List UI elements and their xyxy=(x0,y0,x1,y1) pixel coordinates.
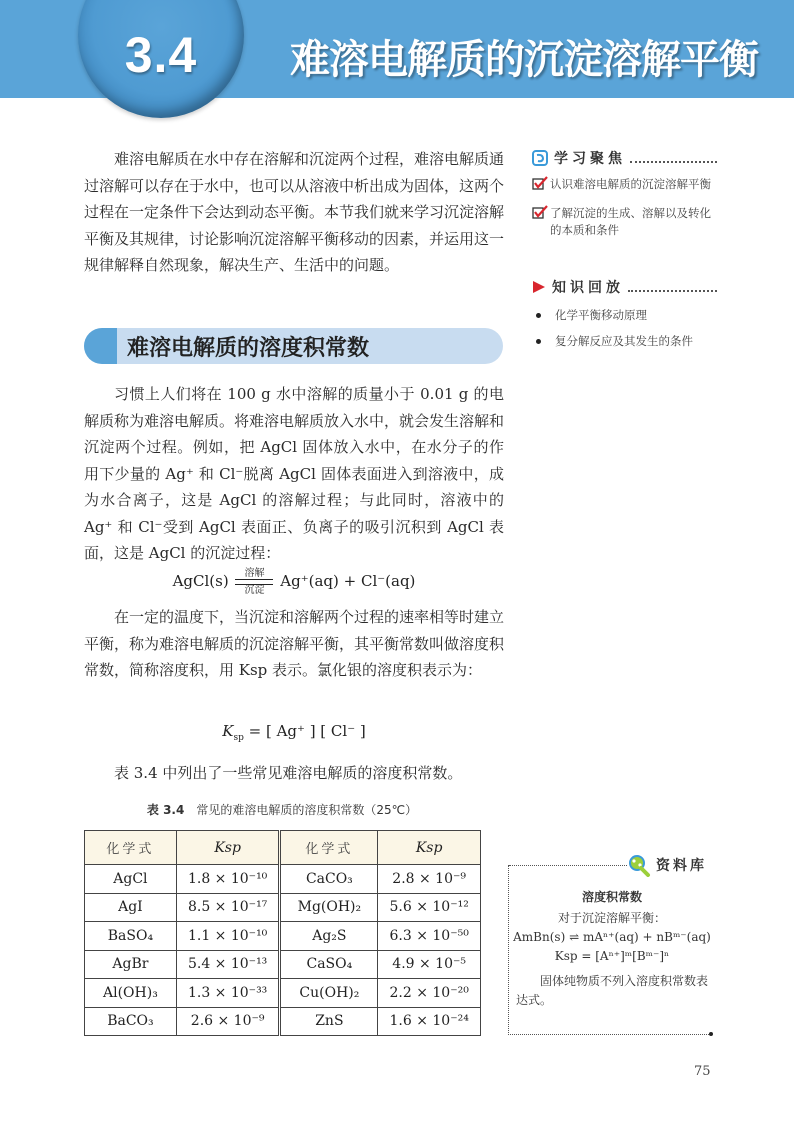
table-cell: 1.8 × 10⁻¹⁰ xyxy=(176,865,280,894)
table-header-row xyxy=(85,831,481,865)
page-number: 75 xyxy=(694,1064,711,1079)
resource-equation: AmBn(s) ⇌ mAⁿ⁺(aq) + nBᵐ⁻(aq) xyxy=(513,930,711,944)
focus-item xyxy=(532,176,717,195)
section-heading-accent-bar xyxy=(84,328,117,364)
table-row xyxy=(85,1007,481,1036)
arrow-top-label: 溶解 xyxy=(244,568,265,579)
focus-item-text: 认识难溶电解质的沉淀溶解平衡 xyxy=(550,177,711,191)
dotted-leader xyxy=(628,283,717,292)
section-heading-label: 难溶电解质的溶度积常数 xyxy=(127,336,370,361)
sidebar xyxy=(532,148,717,349)
learning-focus-title: 学习聚焦 xyxy=(554,151,626,167)
table-cell: Al(OH)₃ xyxy=(85,979,177,1008)
table-cell: BaSO₄ xyxy=(85,922,177,951)
table-cell: 8.5 × 10⁻¹⁷ xyxy=(176,893,280,922)
body-paragraph-1: 习惯上人们将在 100 g 水中溶解的质量小于 0.01 g 的电解质称为难溶电解质。将难溶电解质放入水中，就会发生溶解和沉淀两个过程。例如，把 AgCl 固体放入水中，在水分子的作用下少量的 Ag⁺ 和 Cl⁻脱离 AgCl 固体表面进入到溶液中，成为水合离子，这是 AgCl 的溶解过程；与此同时，溶液中的 Ag⁺ 和 Cl⁻受到 AgCl 表面正、负离子的吸引沉积到 AgCl 表面，这是 AgCl 的沉淀过程： xyxy=(84,385,505,562)
table-row xyxy=(85,979,481,1008)
table-cell: 6.3 × 10⁻⁵⁰ xyxy=(378,922,481,951)
resource-note: 固体纯物质不列入溶度积常数表达式。 xyxy=(516,974,709,1007)
spiral-icon xyxy=(532,150,548,166)
table-row xyxy=(85,950,481,979)
review-item xyxy=(532,333,717,349)
table-header: 化学式 xyxy=(85,831,177,865)
chapter-number: 3.4 xyxy=(124,27,198,83)
table-row xyxy=(85,922,481,951)
knowledge-review-title: 知识回放 xyxy=(552,280,624,296)
ksp-rest: = [ Ag⁺ ] [ Cl⁻ ] xyxy=(243,722,366,740)
table-row xyxy=(85,893,481,922)
ksp-table xyxy=(84,830,481,1036)
ksp-sub: sp xyxy=(233,733,244,743)
resource-box-title-text: 资料库 xyxy=(656,858,707,874)
table-cell: ZnS xyxy=(280,1007,378,1036)
knowledge-review-heading xyxy=(532,277,717,297)
table-cell: AgBr xyxy=(85,950,177,979)
focus-item xyxy=(532,205,717,239)
resource-ksp-expression: Ksp = [Aⁿ⁺]ᵐ[Bᵐ⁻]ⁿ xyxy=(554,949,670,963)
body-paragraph-2: 在一定的温度下，当沉淀和溶解两个过程的速率相等时建立平衡，称为难溶电解质的沉淀溶解平衡，其平衡常数叫做溶度积常数，简称溶度积，用 Ksp 表示。氯化银的溶度积表示为： xyxy=(84,608,505,679)
table-row xyxy=(85,865,481,894)
dotted-leader xyxy=(630,154,717,163)
review-item-text: 化学平衡移动原理 xyxy=(555,308,647,322)
dissolution-equation xyxy=(84,568,504,596)
focus-item-text: 了解沉淀的生成、溶解以及转化的本质和条件 xyxy=(550,206,711,237)
bullet-icon xyxy=(536,313,541,318)
table-cell: Cu(OH)₂ xyxy=(280,979,378,1008)
arrow-bottom-label: 沉淀 xyxy=(244,585,265,596)
table-cell: 1.1 × 10⁻¹⁰ xyxy=(176,922,280,951)
dotted-top-border xyxy=(509,865,627,866)
table-cell: Ag₂S xyxy=(280,922,378,951)
double-arrow-icon xyxy=(235,579,273,585)
table-cell: CaCO₃ xyxy=(280,865,378,894)
table-cell: CaSO₄ xyxy=(280,950,378,979)
learning-focus-heading xyxy=(532,148,717,168)
table-cell: Mg(OH)₂ xyxy=(280,893,378,922)
table-caption-text: 常见的难溶电解质的溶度积常数（25℃） xyxy=(196,803,418,817)
table-cell: BaCO₃ xyxy=(85,1007,177,1036)
checkbox-checked-icon xyxy=(532,205,550,239)
table-cell: 2.6 × 10⁻⁹ xyxy=(176,1007,280,1036)
table-cell: 5.6 × 10⁻¹² xyxy=(378,893,481,922)
table-caption xyxy=(84,801,480,818)
table-header: Ksp xyxy=(378,831,481,865)
table-cell: AgI xyxy=(85,893,177,922)
table-cell: 2.8 × 10⁻⁹ xyxy=(378,865,481,894)
table-header: 化学式 xyxy=(280,831,378,865)
play-triangle-icon xyxy=(532,280,546,294)
table-cell: 5.4 × 10⁻¹³ xyxy=(176,950,280,979)
ksp-expression xyxy=(84,722,504,743)
bullet-icon xyxy=(536,339,541,344)
equation-right: Ag⁺(aq) + Cl⁻(aq) xyxy=(280,572,416,590)
resource-box-content xyxy=(512,888,712,1010)
ksp-k: K xyxy=(222,722,234,740)
chapter-title: 难溶电解质的沉淀溶解平衡 xyxy=(290,37,758,83)
resource-heading: 溶度积常数 xyxy=(581,890,642,904)
table-cell: 2.2 × 10⁻²⁰ xyxy=(378,979,481,1008)
table-cell: 4.9 × 10⁻⁵ xyxy=(378,950,481,979)
body-paragraph-3: 表 3.4 中列出了一些常见难溶电解质的溶度积常数。 xyxy=(114,764,463,782)
review-item xyxy=(532,307,717,323)
resource-line: 对于沉淀溶解平衡： xyxy=(557,911,666,925)
table-caption-label: 表 3.4 xyxy=(146,803,185,817)
magnifier-icon xyxy=(626,853,652,877)
equilibrium-arrow xyxy=(235,568,273,596)
equation-left: AgCl(s) xyxy=(172,572,229,590)
table-header: Ksp xyxy=(176,831,280,865)
checkbox-checked-icon xyxy=(532,176,550,195)
table-cell: 1.3 × 10⁻³³ xyxy=(176,979,280,1008)
resource-box-end-dot xyxy=(709,1032,713,1036)
review-item-text: 复分解反应及其发生的条件 xyxy=(555,334,693,348)
table-cell: 1.6 × 10⁻²⁴ xyxy=(378,1007,481,1036)
table-cell: AgCl xyxy=(85,865,177,894)
intro-paragraph: 难溶电解质在水中存在溶解和沉淀两个过程，难溶电解质通过溶解可以存在于水中，也可以从溶液中析出成为固体，这两个过程在一定条件下会达到动态平衡。本节我们就来学习沉淀溶解平衡及其规律，讨论影响沉淀溶解平衡移动的因素，并运用这一规律解释自然现象，解决生产、生活中的问题。 xyxy=(84,150,505,274)
resource-box-title xyxy=(626,853,707,877)
section-heading xyxy=(84,328,503,364)
